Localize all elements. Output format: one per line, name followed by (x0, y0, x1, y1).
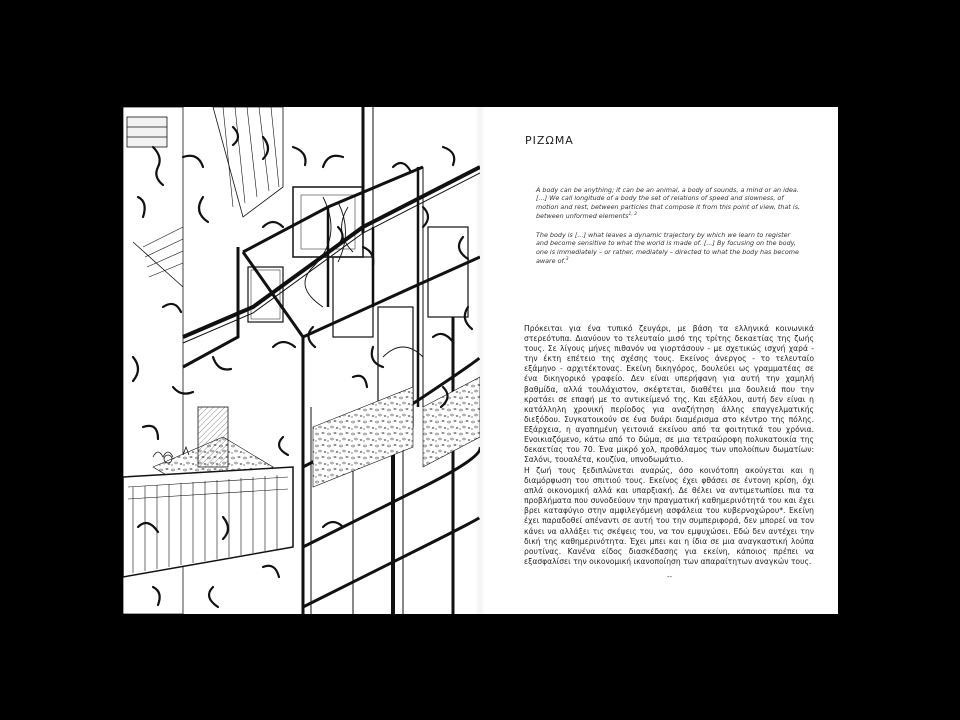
paragraph-1: Πρόκειται για ένα τυπικό ζευγάρι, με βάση τα ελληνικά κοινωνικά στερεότυπα. Διανύουν το τελευταίο μισό της τρίτης δεκαετίας της ζωής τους. Σε λίγους μήνες πιθανόν να γιορτάσουν - με σχετικώς ισχνή χαρά - την έκτη επέτειο της σχέσης τους. Εκείνος άνεργος - το τελευταίο εξάμηνο - αρχιτέκτονας. Εκείνη δικηγόρος, δουλεύει ως γραμματέας σε ένα δικηγορικό γραφείο. Δεν είναι υπερήφανη για αυτή την χαμηλή βαθμίδα, αλλά τουλάχιστον, σκέφτεται, διαθέτει μια δουλειά που την κρατάει σε επαφή με το αντικείμενό της. Και εξάλλου, αυτή δεν είναι η κατάλληλη χρονική περίοδος για αναζήτηση άλλης επαγγελματικής διεξόδου. Συγκατοικούν σε ένα δυάρι διαμέρισμα στο κέντρο της πόλης. Εξάρχεια, η αγαπημένη γειτονιά εκείνου από τα φοιτητικά του χρόνια. Ενοικιαζόμενο, κάτω από το δώμα, σε μια τετραώροφη πολυκατοικία της δεκαετίας του 70. Ένα μικρό χολ, προθάλαμος των υπολοίπων δωματίων: Σαλόνι, τουαλέτα, κουζίνα, υπνοδωμάτιο. (524, 324, 814, 465)
chapter-title: ΡΙΖΩΜΑ (525, 134, 574, 147)
quote-1-ref: 1, 2 (628, 212, 638, 218)
page-mark: -- (667, 573, 673, 581)
quote-1-text: A body can be anything; it can be an animal, a body of sounds, a mind or an idea. [...] We call longitude of a body the set of relations of speed and slowness, of motion and rest, between particles that compose it from this point of view, that is, between unformed elements (536, 186, 801, 221)
quote-2-text: The body is [...] what leaves a dynamic trajectory by which we learn to register and become sensitive to what the world is made of. [...] By focusing on the body, one is immediately – or rather, mediately – directed to what the body has become aware of. (536, 231, 799, 266)
quote-1 (536, 186, 804, 221)
text-page (480, 107, 838, 614)
quote-2-ref: 3 (565, 257, 569, 263)
axonometric-building-illustration (123, 107, 480, 614)
quote-2 (536, 231, 804, 266)
book-spread (123, 107, 838, 614)
paragraph-2: Η ζωή τους ξεδιπλώνεται αναρώς, όσο κοινότοπη ακούγεται και η διαμόρφωση του σπιτιού τους. Εκείνος έχει φθάσει σε έντονη κρίση, όχι απλά οικονομική αλλά και υπαρξιακή. Δε θέλει να αντιμετωπίσει πια τα προβλήματα που συνοδεύουν την πραγματική καθημερινότητά του και έχει βρει καταφύγιο στην αμφιλεγόμενη ασφάλεια του κυβερνοχώρου*. Εκείνη έχει παραδοθεί απέναντι σε αυτή του την συμπεριφορά, δεν μπορεί να τον κάνει να αλλάξει τις σκέψεις του, να τον εμψυχώσει. Εδώ δεν αντέχει την δική της καθημερινότητα. Έχει μπει και η ίδια σε μια αναγκαστική λούπα ρουτίνας. Κανένα είδος διασκέδασης για εκείνη, κάποιος πρέπει να εξασφαλίσει την οικονομική ικανοποίηση των απαραίτητων αναγκών τους. (524, 466, 814, 566)
